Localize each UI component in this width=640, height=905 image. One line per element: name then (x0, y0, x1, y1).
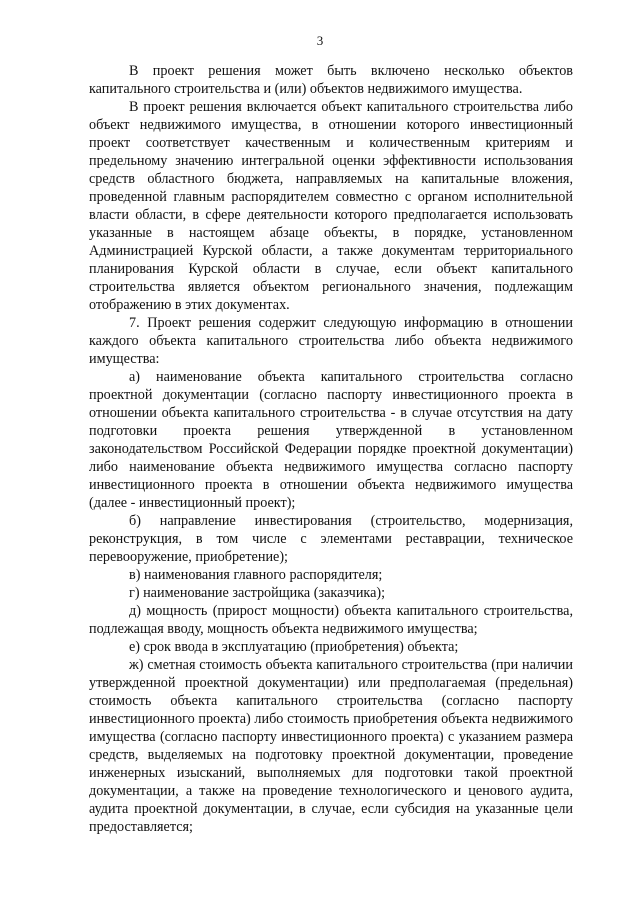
list-item-g: г) наименование застройщика (заказчика); (129, 585, 386, 601)
paragraph-item-7: 7. Проект решения содержит следующую информацию в отношении каждого объекта капитального строительства либо объекта недвижимого имущества: (89, 315, 573, 367)
document-body (89, 62, 573, 836)
list-item-a: а) наименование объекта капитального строительства согласно проектной документации (согласно паспорту инвестиционного проекта в отношении объекта капитального строительства - в случае отсутствия на дату подготовки проекта решения утвержденной в установленном законодательством Российской Федерации порядке проектной документации) либо наименование объекта недвижимого имущества согласно паспорту инвестиционного проекта в отношении объекта недвижимого имущества (далее - инвестиционный проект); (89, 369, 573, 511)
list-item-e: е) срок ввода в эксплуатацию (приобретения) объекта; (129, 639, 459, 655)
paragraph-multiple-objects: В проект решения может быть включено несколько объектов капитального строительства и (или) объектов недвижимого имущества. (89, 63, 573, 97)
page-number: 3 (316, 33, 324, 48)
list-item-b: б) направление инвестирования (строительство, модернизация, реконструкция, в том числе с элементами реставрации, техническое перевооружение, приобретение); (89, 513, 573, 565)
list-item-d: д) мощность (прирост мощности) объекта капитального строительства, подлежащая вводу, мощность объекта недвижимого имущества; (89, 603, 573, 637)
paragraph-inclusion-criteria: В проект решения включается объект капитального строительства либо объект недвижимого имущества, в отношении которого инвестиционный проект соответствует качественным и количественным критериям и предельному значению интегральной оценки эффективности использования средств областного бюджета, направляемых на капитальные вложения, проведенной главным распорядителем совместно с органом исполнительной власти области, в сфере деятельности которого предполагается использовать указанные в настоящем абзаце объекты, в порядке, установленном Администрацией Курской области, а также документам территориального планирования Курской области в случае, если объект капитального строительства является объектом регионального значения, подлежащим отображению в этих документах. (89, 99, 573, 313)
list-item-v: в) наименования главного распорядителя; (129, 567, 383, 583)
list-item-zh: ж) сметная стоимость объекта капитального строительства (при наличии утвержденной проектной документации) или предполагаемая (предельная) стоимость объекта капитального строительства (согласно паспорту инвестиционного проекта) либо стоимость приобретения объекта недвижимого имущества (согласно паспорту инвестиционного проекта) с указанием размера средств, выделяемых на подготовку проектной документации, проведение инженерных изысканий, выполняемых для подготовки такой проектной документации, а также на проведение технологического и ценового аудита, аудита проектной документации, в случае, если субсидия на указанные цели предоставляется; (89, 657, 573, 835)
